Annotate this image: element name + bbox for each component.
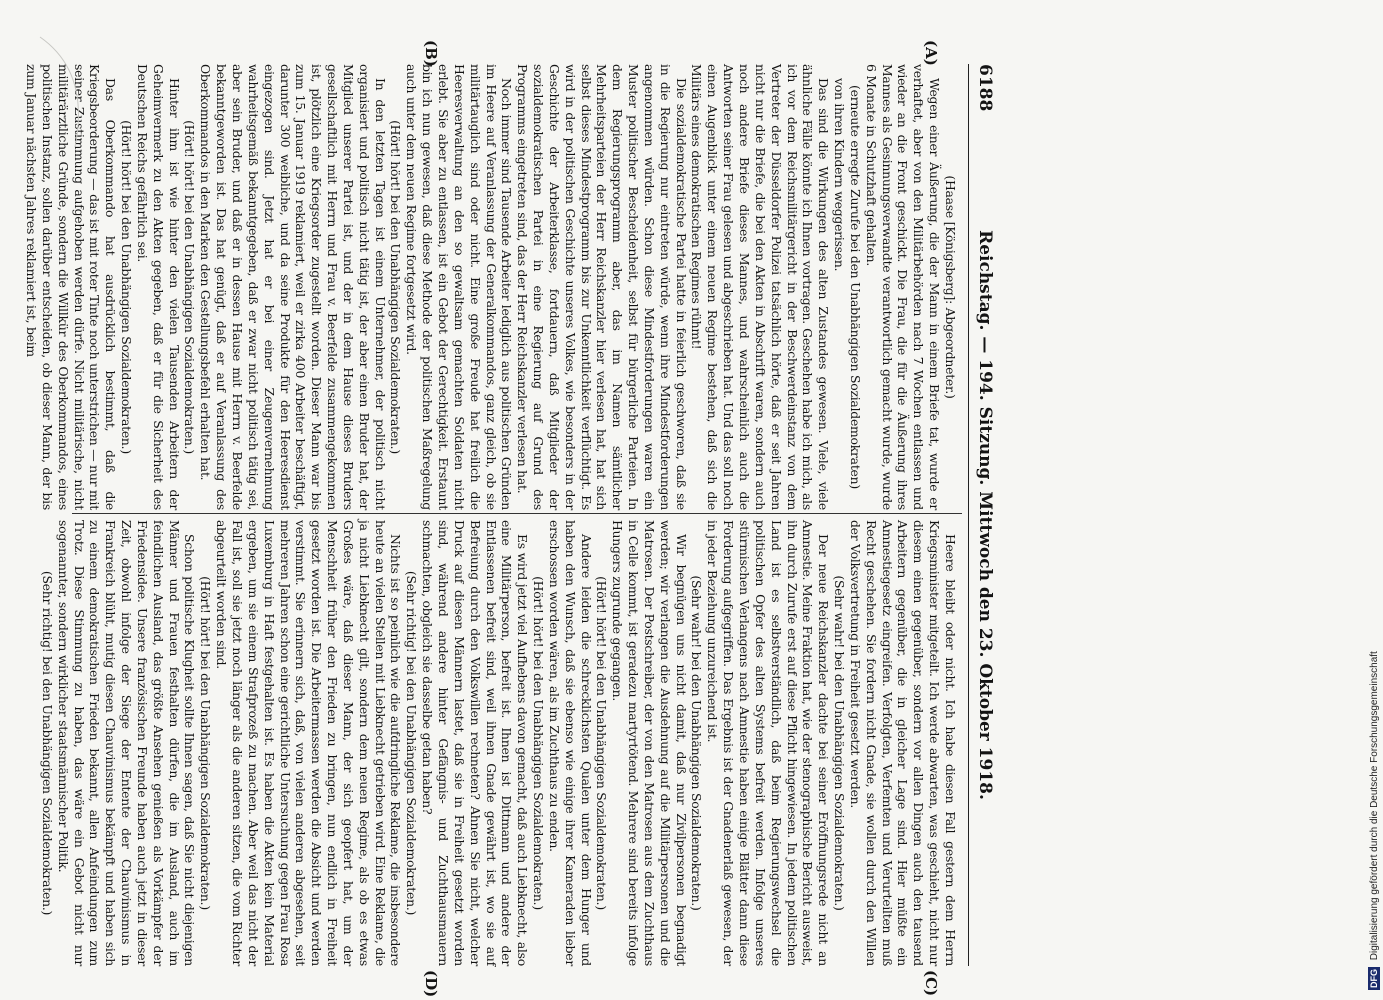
paragraph: (Hört! hört! bei den Unabhängigen Sozialdemokraten.) (182, 120, 198, 454)
paragraph: (Haase [Königsberg]: Abgeordneter.) (943, 175, 958, 399)
paragraph: In den letzten Tagen ist einem Unternehmer, der politisch nicht organisiert und politisch nicht tätig ist, der aber einen Bruder hat, der Mitglied unserer Partei ist, und der in dem Hause dieses Bruders gesellschaftlich mit Herrn und Frau v. Beerfelde zusammengekommen ist, plötzlich eine Kriegsorder zugestellt worden. Dieser Mann war bis zum 15. Januar 1919 reklamiert, weil er zirka 400 Arbeiter beschäftigt, darunter 300 weibliche, und da seine Produkte für den Heeresdienst eingezogen sind. Jetzt hat er bei einer Zeugenvernehmung wahrheitsgemäß bekanntgegeben, daß er zwar nicht politisch tätig sei, aber sein Bruder, und daß er in dessen Hause mit Herrn v. Beerfelde bekanntgeworden ist. Das hat genügt, daß er auf Veranlassung des Oberkommandos in den Marken den Gestellungsbefehl erhalten hat. (198, 64, 388, 510)
paragraph: Schon politische Klugheit sollte Ihnen sagen, daß Sie nicht diejenigen Männer und Frauen festhalten dürfen, die im Ausland, auch im feindlichen Ausland, das größte Ansehen genießen als Vorkämpfer der Friedensidee. Unsere französischen Freunde haben auch jetzt in dieser Zeit, obwohl infolge der Siege der Entente der Chauvinismus in Frankreich blüht, mutig diesen Chauvinismus bekämpft und haben sich zu einem demokratischen Frieden bekannt, allen Anfeindungen zum Trotz. Diese Stimmung zu haben, das wäre ein Gebot nicht nur sogenannter, sondern wirklicher staatsmännischer Politik. (55, 520, 198, 966)
paragraph: Wir begnügen uns nicht damit, daß nur Zivilpersonen begnadigt werden; wir verlangen die Ausdehnung auf die Militärpersonen und die Matrosen. Der Postschreiber, der von den Matrosen aus dem Zuchthaus in Celle kommt, ist geradezu martyrtötend. Mehrere sind bereits infolge Hungers zugrunde gegangen. (610, 520, 689, 966)
paragraph: (Hört! hört! bei den Unabhängigen Sozialdemokraten.) (198, 576, 214, 910)
paragraph: (Hört! hört! bei den Unabhängigen Sozialdemokraten.) (119, 120, 135, 454)
paragraph: Der neue Reichskanzler dachte bei seiner Eröffnungsrede nicht an Amnestie. Meine Fraktion hat, wie der stenographische Bericht ausweist, ihn durch Zurufe erst auf diese Pflicht hingewiesen. In jedem politischen Land ist es selbstverständlich, daß beim Regierungswechsel die politischen Opfer des alten Systems befreit werden. Infolge unseres stürmischen Verlangens nach Amnestie haben einige Blätter dann diese Forderung aufgegriffen. Das Ergebnis ist der Gnadenerlaß gewesen, der in jeder Beziehung unzureichend ist. (705, 520, 832, 966)
paragraph: (Hört! hört! bei den Unabhängigen Sozialdemokraten.) (388, 120, 404, 454)
paragraph: (Sehr richtig! bei den Unabhängigen Sozialdemokraten.) (39, 570, 55, 916)
paragraph: (Hört! hört! bei den Unabhängigen Sozialdemokraten.) (531, 576, 547, 910)
paragraph: Das sind die Wirkungen des alten Zustandes gewesen. Viele, viele ähnliche Fälle könnte ich Ihnen vortragen. Geschehen habe ich mich, als ich vor dem Reichsmilitärgericht in der Beschwerdeinstanz von dem Vertreter der Düsseldorfer Polizei tatsächlich hörte, daß er seit Jahren nicht nur die Briefe, die bei den Akten in Abschrift waren, sondern auch noch andere Briefe dieses Mannes, und wahrscheinlich auch die Antworten seiner Frau gelesen und abgeschrieben hat. Und das soll noch einen Augenblick unter einem neuen Regime bestehen, daß sich die Militärs eines demokratischen Regimes rühmt! (689, 64, 832, 510)
paragraph: (erneute erregte Zurufe bei den Unabhängigen Sozialdemokraten) (847, 85, 863, 489)
margin-mark-b: (B) (422, 40, 440, 67)
paragraph: Das Oberkommando hat ausdrücklich bestimmt, daß die Kriegsbeorderung — das ist mit roter Tinte noch unterstrichen — nur mit seiner Zustimmung aufgehoben werden dürfe. Nicht militärische, nicht militärärztliche Gründe, sondern die Willkür des Oberkommandos, eines politischen Instanz, sollen darüber entscheiden, ob dieser Mann, der bis zum Januar nächsten Jahres reklamiert ist, beim (24, 64, 119, 510)
dfg-logo: DFG (1369, 969, 1379, 988)
paragraph: Noch immer sind Tausende Arbeiter lediglich aus politischen Gründen im Heere auf Veranlassung der Generalkommandos, ganz gleich, ob sie militärtauglich sind oder nicht. Eine große Freude hat freilich die Heeresverwaltung an den so gewaltsam gemachten Soldaten nicht erlebt. Sie aber zu entlassen, ist ein Gebot der Gerechtigkeit. Erstaunt bin ich nun gewesen, daß diese Methode der politischen Maßregelung auch unter dem neuen Regime fortgesetzt wird. (404, 64, 515, 510)
scan-artifact-arc (35, 32, 95, 152)
page-number: 6188 (975, 64, 995, 112)
paragraph: Nichts ist so peinlich wie die aufdringliche Reklame, die insbesondere heute an vielen Stellen mit Liebknecht getrieben wird. Eine Reklame, die ja nicht Liebknecht gilt, sondern dem neuen Regime, als ob es etwas Großes wäre, daß dieser Mann, der sich geopfert hat, um der Menschheit früher den Frieden zu bringen, nun endlich in Freiheit gesetzt worden ist. Die Arbeitermassen werden die Absicht und werden verstimmt. Sie erinnern sich, daß, von vielen anderen abgesehen, seit mehreren Jahren schon eine gerichtliche Untersuchung gegen Frau Rosa Luxemburg in Haft festgehalten ist. Es haben die Akten kein Material ergeben, um sie einem Strafprozeß zu machen. Aber weil das nicht der Fall ist, soll sie jetzt noch länger als die anderen sitzen, die vom Richter abgeurteilt worden sind. (214, 520, 404, 966)
paragraph: von ihren Kindern weggerissen. (832, 78, 848, 272)
paragraph: (Sehr wahr! bei den Unabhängigen Sozialdemokraten.) (832, 575, 848, 911)
margin-mark-a: (A) (922, 40, 940, 66)
margin-mark-c: (C) (922, 970, 940, 997)
column-divider (72, 513, 962, 514)
paragraph: Die sozialdemokratische Partei hatte in feierlich geschworen, daß sie in die Regierung nur eintreten würde, wenn ihre Mindestforderungen angenommen würden. Schon diese Mindestforderungen waren ein Muster politischer Bescheidenheit, selbst für bürgerliche Parteien. In dem Regierungsprogramm aber, das im Namen sämtlicher Mehrheitsparteien der Herr Reichskanzler hier verlesen hat, hat sich selbst dieses Mindestprogramm bis zur Unkenntlichkeit verflüchtigt. Es wird in der politischen Geschichte unseres Volkes, wie besonders in der Geschichte der Arbeiterklasse, fortdauern, daß Mitglieder der sozialdemokratischen Partei in eine Regierung auf Grund des Programms eingetreten sind, das der Herr Reichskanzler verlesen hat. (515, 64, 689, 510)
paragraph: Heere bleibt oder nicht. Ich habe diesen Fall gestern dem Herrn Kriegsminister mitgeteilt. Ich werde abwarten, was geschieht, nicht nur diesem einen gegenüber, sondern vor allen Dingen auch den tausend Arbeitern gegenüber, die in gleicher Lage sind. Hier müßte ein Amnestiegesetz eingreifen. Verfolgten, Verfemten und Verurteilten muß Recht geschehen. Sie fordern nicht Gnade, sie wollen durch den Willen der Volksvertretung in Freiheit gesetzt werden. (847, 520, 958, 966)
paragraph: Wegen einer Äußerung, die der Mann in einem Briefe tat, wurde er verhaftet, aber von den Militärbehörden nach 7 Wochen entlassen und wieder an die Front geschickt. Die Frau, die für die Äußerung ihres Mannes als Gesinnungsverwandte verantwortlich gemacht wurde, wurde 6 Monate in Schutzhaft gehalten. (863, 64, 943, 510)
paragraph: (Hört! hört! bei den Unabhängigen Sozialdemokraten.) (594, 576, 610, 910)
margin-mark-d: (D) (422, 970, 440, 998)
paragraph: Es wird jetzt viel Aufhebens davon gemacht, daß auch Liebknecht, also eine Militärperson, befreit ist. Ihnen ist Dittmann und andere der Entlassenen befreit sind, weil ihnen Gnade gewährt ist, wo sie auf Befreiung durch den Volkswillen rechneten? Ahnen Sie nicht, welcher Druck auf diesen Männern lastet, daß sie in Freiheit gesetzt worden sind, während andere hinter Gefängnis- und Zuchthausmauern schmachten, obgleich sie dasselbe getan haben? (420, 520, 531, 966)
digitization-credit-text: Digitalisierung gefördert durch die Deutsche Forschungsgemeinschaft (1369, 651, 1380, 961)
digitization-credit (1368, 0, 1382, 990)
paragraph: (Sehr wahr! bei den Unabhängigen Sozialdemokraten.) (689, 575, 705, 911)
paragraph: (Sehr richtig! bei den Unabhängigen Sozialdemokraten.) (404, 570, 420, 916)
running-title: Reichstag. — 194. Sitzung. Mittwoch den 23. Oktober 1918. (975, 230, 995, 800)
paragraph: Hinter ihm ist wie hinter den vielen Tausenden Arbeitern der Geheimvermerk zu den Akten gegeben, daß er für die Sicherheit des Deutschen Reichs gefährlich sei. (134, 64, 182, 510)
left-column (24, 64, 958, 510)
right-column (39, 520, 958, 966)
paragraph: Andere leiden die schrecklichsten Qualen unter dem Hunger und haben den Wunsch, daß sie ebenso wie einige ihrer Kameraden lieber erschossen worden wären, als im Zuchthaus zu enden. (546, 520, 594, 966)
page-header (968, 64, 999, 966)
